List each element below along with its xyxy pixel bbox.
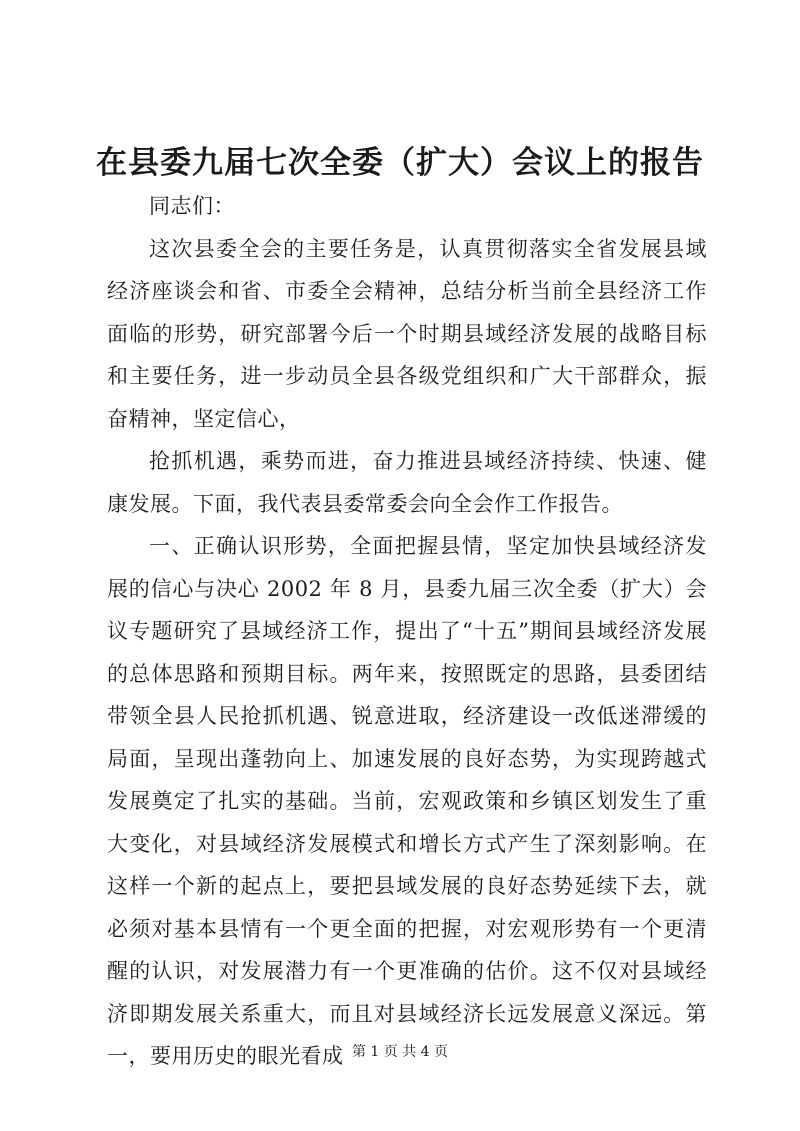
- body-paragraph: 一、正确认识形势，全面把握县情，坚定加快县域经济发展的信心与决心 2002 年 8 月，县委九届三次全委（扩大）会议专题研究了县域经济工作，提出了“十五”期间县域经济发展的总体思路和预期目标。两年来，按照既定的思路，县委团结带领全县人民抢抓机遇、锐意进取，经济建设一改低迷滞缓的局面，呈现出蓬勃向上、加速发展的良好态势，为实现跨越式发展奠定了扎实的基础。当前，宏观政策和乡镇区划发生了重大变化，对县域经济发展模式和增长方式产生了深刻影响。在这样一个新的起点上，要把县域发展的良好态势延续下去，就必须对基本县情有一个更全面的把握，对宏观形势有一个更清醒的认识，对发展潜力有一个更准确的估价。这不仅对县域经济即期发展关系重大，而且对县域经济长远发展意义深远。第一，要用历史的眼光看成: [107, 534, 707, 1068]
- salutation-paragraph: 同志们：: [149, 194, 235, 218]
- body-paragraph: 这次县委全会的主要任务是，认真贯彻落实全省发展县域经济座谈会和省、市委全会精神，总结分析当前全县经济工作面临的形势，研究部署今后一个时期县域经济发展的战略目标和主要任务，进一步动员全县各级党组织和广大干部群众，振奋精神，坚定信心，: [107, 236, 707, 431]
- document-body: [107, 185, 707, 1078]
- body-paragraph: 抢抓机遇，乘势而进，奋力推进县域经济持续、快速、健康发展。下面，我代表县委常委会向全会作工作报告。: [107, 449, 707, 516]
- page-footer: 第 1 页 共 4 页: [351, 1044, 449, 1060]
- document-title: 在县委九届七次全委（扩大）会议上的报告: [96, 145, 704, 181]
